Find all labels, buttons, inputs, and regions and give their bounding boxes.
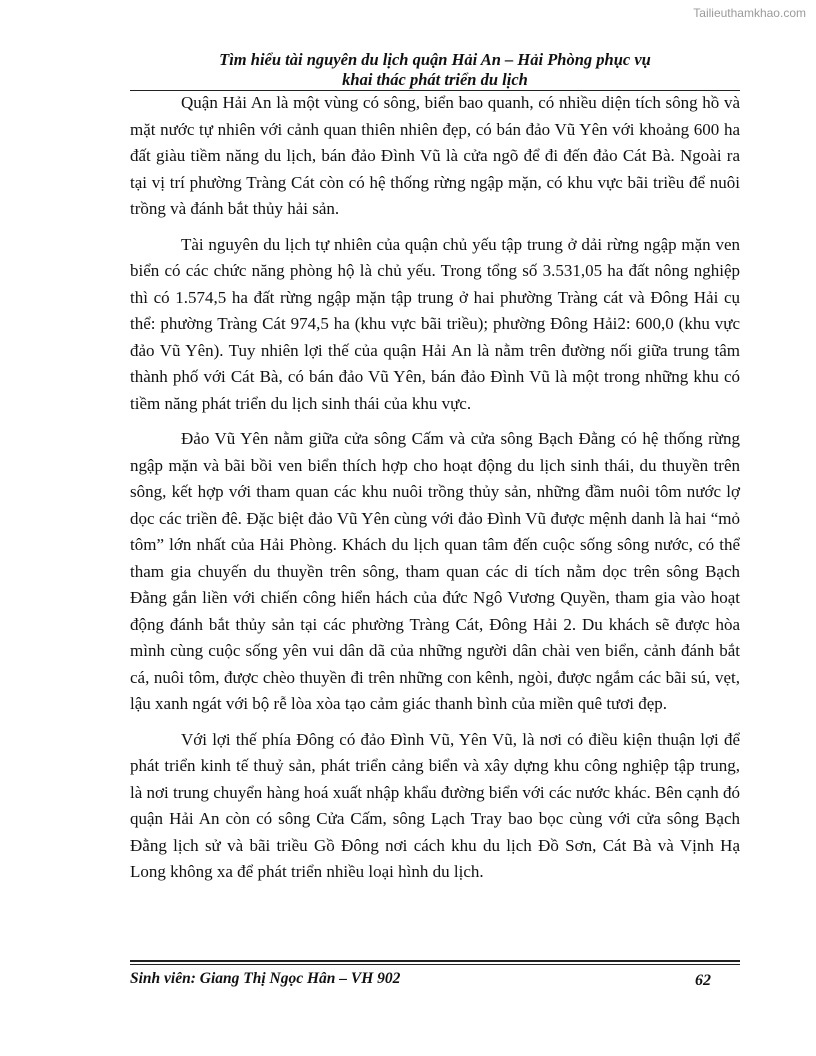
watermark: Tailieuthamkhao.com: [693, 6, 806, 20]
paragraph-3: Đảo Vũ Yên nằm giữa cửa sông Cấm và cửa sông Bạch Đằng có hệ thống rừng ngập mặn và bãi bồi ven biển thích hợp cho hoạt động du lịch sinh thái, du thuyền trên sông, kết hợp với tham quan các khu nuôi trồng thủy sản, những đầm nuôi tôm nước lợ dọc các triền đê. Đặc biệt đảo Vũ Yên cùng với đảo Đình Vũ được mệnh danh là hai “mỏ tôm” lớn nhất của Hải Phòng. Khách du lịch quan tâm đến cuộc sống sông nước, có thể tham gia chuyến du thuyền trên sông, tham quan các di tích nằm dọc trên sông Bạch Đằng gắn liền với chiến công hiển hách của đức Ngô Vương Quyền, tham gia vào hoạt động đánh bắt thủy sản tại các phường Tràng Cát, Đông Hải 2. Du khách sẽ được hòa mình cùng cuộc sống yên vui dân dã của những người dân chài ven biển, cảnh đánh bắt cá, nuôi tôm, được chèo thuyền đi trên những con kênh, ngòi, được ngắm các bãi sú, vẹt, lậu xanh ngát với bộ rễ lòa xòa tạo cảm giác thanh bình của miền quê tươi đẹp.: [130, 429, 740, 713]
page-header: [130, 50, 740, 90]
page-body: [130, 90, 740, 895]
paragraph-2: Tài nguyên du lịch tự nhiên của quận chủ yếu tập trung ở dải rừng ngập mặn ven biển có các chức năng phòng hộ là chủ yếu. Trong tổng số 3.531,05 ha đất nông nghiệp thì có 1.574,5 ha đất rừng ngập mặn tập trung ở hai phường Tràng cát và Đông Hải cụ thể: phường Tràng Cát 974,5 ha (khu vực bãi triều); phường Đông Hải2: 600,0 (khu vực đảo Vũ Yên). Tuy nhiên lợi thế của quận Hải An là nằm trên đường nối giữa trung tâm thành phố với Cát Bà, có bán đảo Vũ Yên, bán đảo Đình Vũ là một trong những khu có tiềm năng phát triển du lịch sinh thái của khu vực.: [130, 234, 740, 413]
footer-divider-thick: [130, 960, 740, 962]
paragraph-4: Với lợi thế phía Đông có đảo Đình Vũ, Yên Vũ, là nơi có điều kiện thuận lợi để phát triển kinh tế thuỷ sản, phát triển cảng biển và xây dựng khu công nghiệp tập trung, là nơi trung chuyển hàng hoá xuất nhập khẩu đường biển với các nước khác. Bên cạnh đó quận Hải An còn có sông Cửa Cấm, sông Lạch Tray bao bọc cùng với cửa sông Bạch Đằng lịch sử và bãi triều Gồ Đông nơi cách khu du lịch Đồ Sơn, Cát Bà và Vịnh Hạ Long không xa để phát triển nhiều loại hình du lịch.: [130, 729, 740, 881]
page-number: 62: [695, 972, 711, 989]
header-title-line-1: Tìm hiểu tài nguyên du lịch quận Hải An – Hải Phòng phục vụ: [219, 50, 651, 69]
footer-author: Sinh viên: Giang Thị Ngọc Hân – VH 902: [130, 970, 401, 987]
header-title-line-2: khai thác phát triển du lịch: [342, 70, 528, 89]
paragraph-1: Quận Hải An là một vùng có sông, biển bao quanh, có nhiều diện tích sông hồ và mặt nước tự nhiên với cảnh quan thiên nhiên đẹp, có bán đảo Vũ Yên với khoảng 600 ha đất giàu tiềm năng du lịch, bán đảo Đình Vũ là cửa ngõ để đi đến đảo Cát Bà. Ngoài ra tại vị trí phường Tràng Cát còn có hệ thống rừng ngập mặn, có khu vực bãi triều để nuôi trồng và đánh bắt thủy hải sản.: [130, 93, 740, 218]
footer-divider-thin: [130, 964, 740, 965]
